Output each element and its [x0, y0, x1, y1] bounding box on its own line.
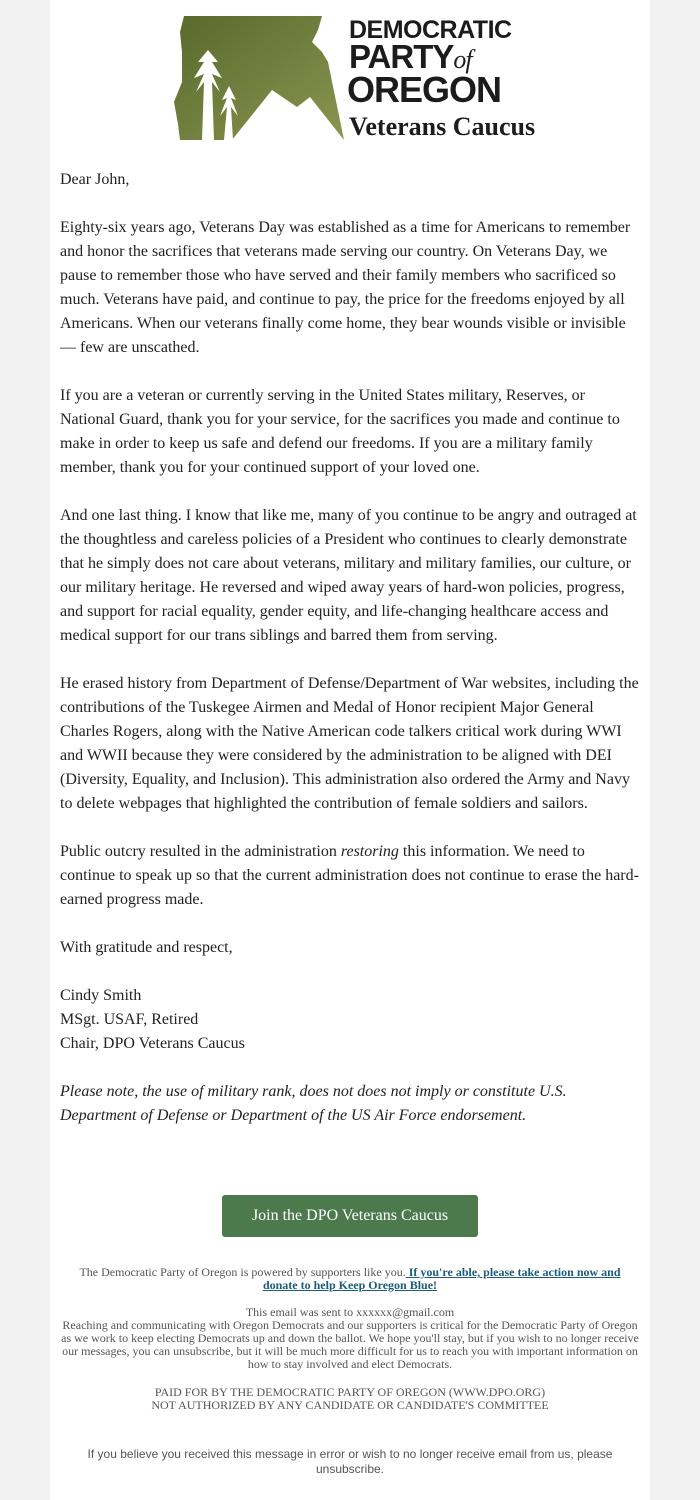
- footer-sent-info: [58, 1306, 643, 1371]
- logo-line-party: PARTYof: [349, 38, 472, 75]
- signature-title: Chair, DPO Veterans Caucus: [60, 1035, 245, 1052]
- footer: [50, 1266, 650, 1477]
- signature: [60, 984, 640, 1056]
- paragraph-4: He erased history from Department of Defense/Department of War websites, including the contributions of the Tuskegee Airmen and Medal of Honor recipient Major General Charles Rogers, along with the Native American code talkers critical work during WWI and WWII because they were considered by the administration to be aligned with DEI (Diversity, Equality, and Inclusion). This administration also ordered the Army and Navy to delete webpages that highlighted the contribution of female soldiers and sailors.: [60, 675, 639, 812]
- oregon-state-icon: [172, 12, 347, 147]
- unsubscribe-notice[interactable]: If you believe you received this message in error or wish to no longer receive email from us, please unsubscribe.: [87, 1447, 613, 1476]
- signature-name: Cindy Smith: [60, 987, 142, 1004]
- paragraph-5: Public outcry resulted in the administration restoring this information. We need to continue to speak up so that the current administration does not continue to erase the hard-earned progress made.: [60, 843, 639, 908]
- paragraph-2: If you are a veteran or currently serving in the United States military, Reserves, or National Guard, thank you for your service, for the sacrifices you made and continue to make in order to keep us safe and defend our freedoms. If you are a military family member, thank you for your continued support of your loved one.: [60, 387, 620, 476]
- greeting: Dear John,: [60, 171, 130, 188]
- donate-link[interactable]: If you're able, please take action now and donate to help Keep Oregon Blue!: [262, 1265, 621, 1292]
- paid-for-text: PAID FOR BY THE DEMOCRATIC PARTY OF OREGON (WWW.DPO.ORG): [154, 1385, 546, 1399]
- logo-line-veterans-caucus: Veterans Caucus: [349, 112, 536, 141]
- disclaimer-note: Please note, the use of military rank, does not does not imply or constitute U.S. Department of Defense or Department of the US Air Force endorsement.: [60, 1083, 567, 1124]
- sent-to-text: This email was sent to xxxxxx@gmail.com: [245, 1305, 455, 1319]
- email-body: [50, 0, 650, 1500]
- reaching-text: Reaching and communicating with Oregon Democrats and our supporters is critical for the Democratic Party of Oregon as we work to keep electing Democrats up and down the ballot. We hope you'll stay, but if you wish to no longer receive our messages, you can unsubscribe, but it will be much more difficult for us to reach you with important information on how to stay involved and elect Democrats.: [61, 1318, 639, 1371]
- footer-powered: The Democratic Party of Oregon is powered by supporters like you. If you're able, please take action now and donate to help Keep Oregon Blue!: [79, 1265, 621, 1292]
- logo-line-oregon: OREGON: [347, 69, 502, 110]
- letter-content: [60, 168, 640, 1152]
- join-caucus-button[interactable]: Join the DPO Veterans Caucus: [222, 1195, 478, 1237]
- logo-line-democratic: DEMOCRATIC: [349, 16, 512, 44]
- footer-legal: [58, 1386, 643, 1412]
- dpo-veterans-caucus-logo: [172, 12, 542, 147]
- signature-rank: MSgt. USAF, Retired: [60, 1011, 199, 1028]
- closing: With gratitude and respect,: [60, 939, 233, 956]
- not-authorized-text: NOT AUTHORIZED BY ANY CANDIDATE OR CANDIDATE'S COMMITTEE: [151, 1398, 549, 1412]
- paragraph-1: Eighty-six years ago, Veterans Day was established as a time for Americans to remember and honor the sacrifices that veterans made serving our country. On Veterans Day, we pause to remember those who have served and their family members who sacrificed so much. Veterans have paid, and continue to pay, the price for the freedoms enjoyed by all Americans. When our veterans finally come home, they bear wounds visible or invisible — few are unscathed.: [60, 219, 631, 356]
- paragraph-3: And one last thing. I know that like me, many of you continue to be angry and outraged at the thoughtless and careless policies of a President who continues to clearly demonstrate that he simply does not care about veterans, military and military families, our culture, or our military heritage. He reversed and wiped away years of hard-won policies, progress, and support for racial equality, gender equity, and life-changing healthcare access and medical support for our trans siblings and barred them from serving.: [60, 507, 637, 644]
